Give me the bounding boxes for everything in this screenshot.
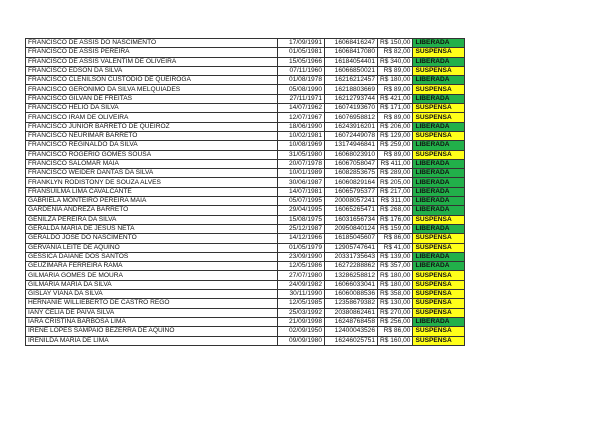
id-number-cell: 16248768458 (325, 317, 378, 326)
status-cell: SUSPENSA (413, 327, 465, 336)
table-row (26, 85, 465, 94)
id-number-cell: 16065795377 (325, 187, 378, 196)
birth-date-cell: 14/07/1962 (278, 104, 325, 113)
birth-date-cell: 10/01/1989 (278, 169, 325, 178)
birth-date-cell: 05/08/1990 (278, 85, 325, 94)
amount-cell: R$ 41,00 (378, 243, 413, 252)
table-row (26, 317, 465, 326)
status-cell: SUSPENSA (413, 131, 465, 140)
id-number-cell: 16067058047 (325, 159, 378, 168)
amount-cell: R$ 171,00 (378, 104, 413, 113)
beneficiary-table (25, 38, 465, 346)
status-cell: LIBERADA (413, 178, 465, 187)
id-number-cell: 20950840124 (325, 224, 378, 233)
birth-date-cell: 23/09/1990 (278, 252, 325, 261)
id-number-cell: 20380862461 (325, 308, 378, 317)
id-number-cell: 16076958812 (325, 113, 378, 122)
name-cell: GISLAY VIANA DA SILVA (26, 290, 278, 299)
amount-cell: R$ 89,00 (378, 113, 413, 122)
amount-cell: R$ 180,00 (378, 271, 413, 280)
birth-date-cell: 27/07/1980 (278, 271, 325, 280)
id-number-cell: 16082853675 (325, 169, 378, 178)
status-cell: SUSPENSA (413, 271, 465, 280)
name-cell: FRANCISCO DE ASSIS DO NASCIMENTO (26, 39, 278, 48)
id-number-cell: 16072449078 (325, 131, 378, 140)
amount-cell: R$ 217,00 (378, 187, 413, 196)
birth-date-cell: 12/07/1967 (278, 113, 325, 122)
birth-date-cell: 29/04/1995 (278, 206, 325, 215)
name-cell: FRANSUILMA LIMA CAVALCANTE (26, 187, 278, 196)
name-cell: FRANCISCO REGINALDO DA SILVA (26, 141, 278, 150)
status-cell: SUSPENSA (413, 66, 465, 75)
id-number-cell: 12905747641 (325, 243, 378, 252)
status-cell: SUSPENSA (413, 215, 465, 224)
amount-cell: R$ 205,00 (378, 178, 413, 187)
id-number-cell: 16065265471 (325, 206, 378, 215)
table-row (26, 299, 465, 308)
amount-cell: R$ 130,00 (378, 299, 413, 308)
status-cell: LIBERADA (413, 224, 465, 233)
amount-cell: R$ 89,00 (378, 150, 413, 159)
amount-cell: R$ 268,00 (378, 206, 413, 215)
name-cell: GARDENIA ANDREZA BARRETO (26, 206, 278, 215)
status-cell: SUSPENSA (413, 234, 465, 243)
amount-cell: R$ 259,00 (378, 141, 413, 150)
id-number-cell: 16068417080 (325, 48, 378, 57)
table-row (26, 113, 465, 122)
table-row (26, 271, 465, 280)
id-number-cell: 12400043526 (325, 327, 378, 336)
name-cell: FRANCISCO DE ASSIS VALENTIM DE OLIVEIRA (26, 57, 278, 66)
birth-date-cell: 05/07/1995 (278, 197, 325, 206)
table-row (26, 252, 465, 261)
amount-cell: R$ 340,00 (378, 57, 413, 66)
birth-date-cell: 15/05/1966 (278, 57, 325, 66)
name-cell: GABRIELA MONTEIRO PEREIRA MAIA (26, 197, 278, 206)
id-number-cell: 16066850021 (325, 66, 378, 75)
amount-cell: R$ 256,00 (378, 317, 413, 326)
birth-date-cell: 21/09/1998 (278, 317, 325, 326)
table-row (26, 336, 465, 345)
name-cell: GILMARIA GOMES DE MOURA (26, 271, 278, 280)
amount-cell: R$ 82,00 (378, 48, 413, 57)
table-row (26, 243, 465, 252)
name-cell: FRANCISCO SALOMAR MAIA (26, 159, 278, 168)
id-number-cell: 16184054401 (325, 57, 378, 66)
amount-cell: R$ 311,00 (378, 197, 413, 206)
birth-date-cell: 01/05/1979 (278, 243, 325, 252)
table-row (26, 169, 465, 178)
status-cell: SUSPENSA (413, 85, 465, 94)
birth-date-cell: 17/09/1991 (278, 39, 325, 48)
table-row (26, 234, 465, 243)
name-cell: GERALDA MARIA DE JESUS NETA (26, 224, 278, 233)
name-cell: FRANCISCO DE ASSIS PEREIRA (26, 48, 278, 57)
amount-cell: R$ 89,00 (378, 66, 413, 75)
amount-cell: R$ 150,00 (378, 39, 413, 48)
status-cell: LIBERADA (413, 159, 465, 168)
status-cell: SUSPENSA (413, 280, 465, 289)
name-cell: HERNANIE WILLIEBERTO DE CASTRO REGO (26, 299, 278, 308)
table-row (26, 187, 465, 196)
table-row (26, 178, 465, 187)
status-cell: LIBERADA (413, 187, 465, 196)
birth-date-cell: 24/09/1982 (278, 280, 325, 289)
status-cell: LIBERADA (413, 94, 465, 103)
status-cell: SUSPENSA (413, 299, 465, 308)
amount-cell: R$ 357,00 (378, 262, 413, 271)
amount-cell: R$ 176,00 (378, 215, 413, 224)
name-cell: FRANCISCO WEIDER DANTAS DA SILVA (26, 169, 278, 178)
table-row (26, 104, 465, 113)
status-cell: SUSPENSA (413, 104, 465, 113)
status-cell: SUSPENSA (413, 336, 465, 345)
table-row (26, 308, 465, 317)
birth-date-cell: 01/05/1981 (278, 48, 325, 57)
name-cell: FRANKLYN RODISTONY DE SOUZA ALVES (26, 178, 278, 187)
name-cell: FRANCISCO ROGERIO GOMES SOUSA (26, 150, 278, 159)
birth-date-cell: 30/06/1987 (278, 178, 325, 187)
amount-cell: R$ 160,00 (378, 336, 413, 345)
status-cell: LIBERADA (413, 169, 465, 178)
status-cell: SUSPENSA (413, 48, 465, 57)
birth-date-cell: 09/09/1980 (278, 336, 325, 345)
id-number-cell: 16212793744 (325, 94, 378, 103)
name-cell: GEUZIMARA FERREIRA RAMA (26, 262, 278, 271)
birth-date-cell: 31/05/1980 (278, 150, 325, 159)
amount-cell: R$ 411,00 (378, 159, 413, 168)
amount-cell: R$ 139,00 (378, 252, 413, 261)
id-number-cell: 16060088536 (325, 290, 378, 299)
amount-cell: R$ 289,00 (378, 169, 413, 178)
table-row (26, 57, 465, 66)
table-row (26, 290, 465, 299)
id-number-cell: 16272288862 (325, 262, 378, 271)
status-cell: LIBERADA (413, 57, 465, 66)
id-number-cell: 16216212457 (325, 76, 378, 85)
id-number-cell: 16068023910 (325, 150, 378, 159)
amount-cell: R$ 159,00 (378, 224, 413, 233)
amount-cell: R$ 270,00 (378, 308, 413, 317)
table-row (26, 159, 465, 168)
id-number-cell: 16218803669 (325, 85, 378, 94)
id-number-cell: 16068416247 (325, 39, 378, 48)
status-cell: SUSPENSA (413, 113, 465, 122)
table-body (26, 39, 465, 346)
name-cell: GERVANIA LEITE DE AQUINO (26, 243, 278, 252)
birth-date-cell: 15/08/1975 (278, 215, 325, 224)
id-number-cell: 20331735643 (325, 252, 378, 261)
id-number-cell: 13286258812 (325, 271, 378, 280)
name-cell: FRANCISCO HELIO DA SILVA (26, 104, 278, 113)
table-row (26, 224, 465, 233)
status-cell: LIBERADA (413, 262, 465, 271)
amount-cell: R$ 180,00 (378, 76, 413, 85)
birth-date-cell: 14/12/1966 (278, 234, 325, 243)
amount-cell: R$ 86,00 (378, 234, 413, 243)
table-row (26, 122, 465, 131)
birth-date-cell: 27/11/1971 (278, 94, 325, 103)
status-cell: SUSPENSA (413, 308, 465, 317)
birth-date-cell: 12/05/1986 (278, 262, 325, 271)
id-number-cell: 13174946841 (325, 141, 378, 150)
amount-cell: R$ 421,00 (378, 94, 413, 103)
status-cell: LIBERADA (413, 317, 465, 326)
name-cell: FRANCISCO EDSON DA SILVA (26, 66, 278, 75)
name-cell: FRANCISCO JUNIOR BARRETO DE QUEIROZ (26, 122, 278, 131)
id-number-cell: 16074193670 (325, 104, 378, 113)
id-number-cell: 16066033041 (325, 280, 378, 289)
name-cell: GERALDO JOSE DO NASCIMENTO (26, 234, 278, 243)
table-row (26, 131, 465, 140)
id-number-cell: 20008057241 (325, 197, 378, 206)
birth-date-cell: 07/11/1960 (278, 66, 325, 75)
name-cell: FRANCISCO GERONIMO DA SILVA MELQUIADES (26, 85, 278, 94)
name-cell: GENILZA PEREIRA DA SILVA (26, 215, 278, 224)
table-row (26, 150, 465, 159)
status-cell: LIBERADA (413, 206, 465, 215)
name-cell: FRANCISCO NEURIMAR BARRETO (26, 131, 278, 140)
name-cell: FRANCISCO CLENILSON CUSTODIO DE QUEIROGA (26, 76, 278, 85)
name-cell: IRENE LOPES SAMPAIO BEZERRA DE AQUINO (26, 327, 278, 336)
birth-date-cell: 10/08/1969 (278, 141, 325, 150)
table-row (26, 206, 465, 215)
table-row (26, 66, 465, 75)
birth-date-cell: 10/02/1981 (278, 131, 325, 140)
status-cell: LIBERADA (413, 252, 465, 261)
birth-date-cell: 18/06/1990 (278, 122, 325, 131)
amount-cell: R$ 206,00 (378, 122, 413, 131)
table-row (26, 76, 465, 85)
birth-date-cell: 25/12/1987 (278, 224, 325, 233)
table-row (26, 280, 465, 289)
amount-cell: R$ 129,00 (378, 131, 413, 140)
birth-date-cell: 25/03/1992 (278, 308, 325, 317)
status-cell: LIBERADA (413, 39, 465, 48)
amount-cell: R$ 180,00 (378, 280, 413, 289)
birth-date-cell: 30/11/1990 (278, 290, 325, 299)
status-cell: SUSPENSA (413, 150, 465, 159)
table-row (26, 262, 465, 271)
table-row (26, 141, 465, 150)
name-cell: GESSICA DAIANE DOS SANTOS (26, 252, 278, 261)
amount-cell: R$ 89,00 (378, 85, 413, 94)
name-cell: IRENILDA MARIA DE LIMA (26, 336, 278, 345)
birth-date-cell: 01/08/1978 (278, 76, 325, 85)
id-number-cell: 16031656734 (325, 215, 378, 224)
table-row (26, 39, 465, 48)
id-number-cell: 12358679382 (325, 299, 378, 308)
table-row (26, 48, 465, 57)
status-cell: LIBERADA (413, 122, 465, 131)
id-number-cell: 16246025751 (325, 336, 378, 345)
id-number-cell: 16060829164 (325, 178, 378, 187)
name-cell: FRANCISCO IRAM DE OLIVEIRA (26, 113, 278, 122)
status-cell: SUSPENSA (413, 243, 465, 252)
id-number-cell: 16185045607 (325, 234, 378, 243)
name-cell: IARA CRISTINA BARBOSA LIMA (26, 317, 278, 326)
birth-date-cell: 12/05/1985 (278, 299, 325, 308)
status-cell: LIBERADA (413, 141, 465, 150)
birth-date-cell: 20/07/1978 (278, 159, 325, 168)
amount-cell: R$ 358,00 (378, 290, 413, 299)
table-row (26, 215, 465, 224)
status-cell: SUSPENSA (413, 290, 465, 299)
table-row (26, 94, 465, 103)
birth-date-cell: 02/09/1950 (278, 327, 325, 336)
table-row (26, 327, 465, 336)
table-row (26, 197, 465, 206)
name-cell: FRANCISCO GILVAN DE FREITAS (26, 94, 278, 103)
amount-cell: R$ 86,00 (378, 327, 413, 336)
birth-date-cell: 14/07/1981 (278, 187, 325, 196)
name-cell: GILMARIA MARIA DA SILVA (26, 280, 278, 289)
id-number-cell: 16243916201 (325, 122, 378, 131)
status-cell: LIBERADA (413, 197, 465, 206)
name-cell: IANY CELIA DE PAIVA SILVA (26, 308, 278, 317)
status-cell: LIBERADA (413, 76, 465, 85)
